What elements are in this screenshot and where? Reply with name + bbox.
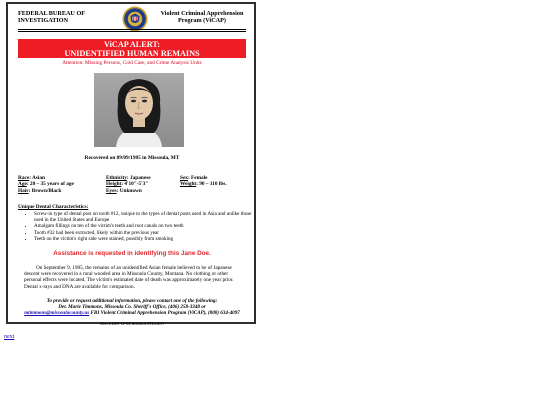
- details-column-3: [180, 175, 227, 188]
- banner-line-2: UNIDENTIFIED HUMAN REMAINS: [64, 49, 200, 58]
- race-label: Race: [18, 175, 30, 181]
- height-value: 4'10"-5'3": [124, 181, 149, 188]
- alert-document: [6, 2, 256, 324]
- dental-heading: Unique Dental Characteristics:: [18, 204, 89, 210]
- eyes-value: Unknown: [119, 187, 142, 194]
- sex-value: Female: [191, 175, 208, 181]
- list-item: • Screw-in type of dental post on tooth #12, unique to the types of dental posts used in Asia and unlike those used in the United States and Europe: [34, 211, 256, 223]
- list-item: • Teeth on the victim's right side were stained, possibly from smoking: [34, 236, 256, 242]
- height-row: Height: 4'10"-5'3": [106, 181, 149, 188]
- ethnicity-row: Ethnicity: Japanese: [106, 175, 151, 181]
- race-row: Race: Asian: [18, 175, 45, 181]
- case-narrative: On September 9, 1985, the remains of an unidentified Asian female believed to be of Japanese descent were recovered in a rural wooded area in Missoula County, Montana. No clothing or other personal effects were located. The victim's estimated date of death was approximately one year prior. Dental x-rays and DNA are available for comparison.: [24, 265, 234, 290]
- recovery-info: Recovered on 09/09/1985 in Missoula, MT: [84, 155, 180, 161]
- contact-block: [18, 298, 246, 316]
- age-label: Age: [18, 181, 27, 188]
- dental-list: [26, 211, 256, 242]
- contact-line-1: To provide or request additional information, please contact one of the following:: [46, 298, 218, 304]
- agency-name: FEDERAL BUREAU OF INVESTIGATION: [18, 10, 86, 24]
- hair-label: Hair: [18, 187, 29, 194]
- details-column-2: [106, 175, 151, 194]
- age-value: 20 – 35 years of age: [29, 181, 74, 188]
- list-item: • Amalgam fillings on ten of the victim's teeth and root canals on two teeth: [34, 223, 256, 229]
- list-item: • Tooth #32 had been extracted, likely within the previous year: [34, 230, 256, 236]
- ethnicity-label: Ethnicity: [106, 175, 127, 181]
- alert-banner: [18, 39, 246, 58]
- eyes-label: Eyes: [106, 187, 117, 194]
- weight-label: Weight: [180, 181, 197, 188]
- banner-line-1: ViCAP ALERT:: [104, 40, 160, 49]
- header-rule: [18, 29, 246, 30]
- race-value: Asian: [31, 175, 45, 181]
- next-link[interactable]: next: [4, 334, 15, 340]
- attention-line: Attention: Missing Persons, Cold Case, and Crime Analysis Units: [62, 60, 202, 66]
- sex-row: Sex: Female: [180, 175, 208, 181]
- header-rule-secondary: [18, 31, 246, 32]
- hair-row: Hair: Brown/Black: [18, 187, 62, 194]
- contact-email-link[interactable]: mtimmons@missoulacounty.us: [24, 310, 90, 316]
- contact-line-3-text: FBI Violent Criminal Apprehension Program (ViCAP), (800) 634-4097: [89, 310, 240, 316]
- forensic-sketch-photo: [94, 73, 184, 147]
- details-column-1: [18, 175, 74, 194]
- sex-label: Sex: [180, 175, 188, 181]
- age-row: Age: 20 – 35 years of age: [18, 181, 74, 188]
- alert-number: Alert # 2009-12-04, Released 05/23/2017: [99, 322, 165, 326]
- ethnicity-value: Japanese: [130, 175, 151, 181]
- height-label: Height: [106, 181, 122, 188]
- hair-value: Brown/Black: [31, 187, 62, 194]
- weight-row: Weight: 90 – 110 lbs.: [180, 181, 227, 188]
- weight-value: 90 – 110 lbs.: [199, 181, 227, 188]
- program-name: Violent Criminal Apprehension Program (ViCAP): [160, 10, 244, 24]
- assistance-request: Assistance is requested in identifying this Jane Doe.: [53, 250, 211, 257]
- contact-line-2: Det. Marie Timmons, Missoula Co. Sheriff's Office, (406) 258-3348 or: [58, 304, 206, 310]
- eyes-row: Eyes: Unknown: [106, 187, 142, 194]
- contact-line-3: [18, 310, 246, 316]
